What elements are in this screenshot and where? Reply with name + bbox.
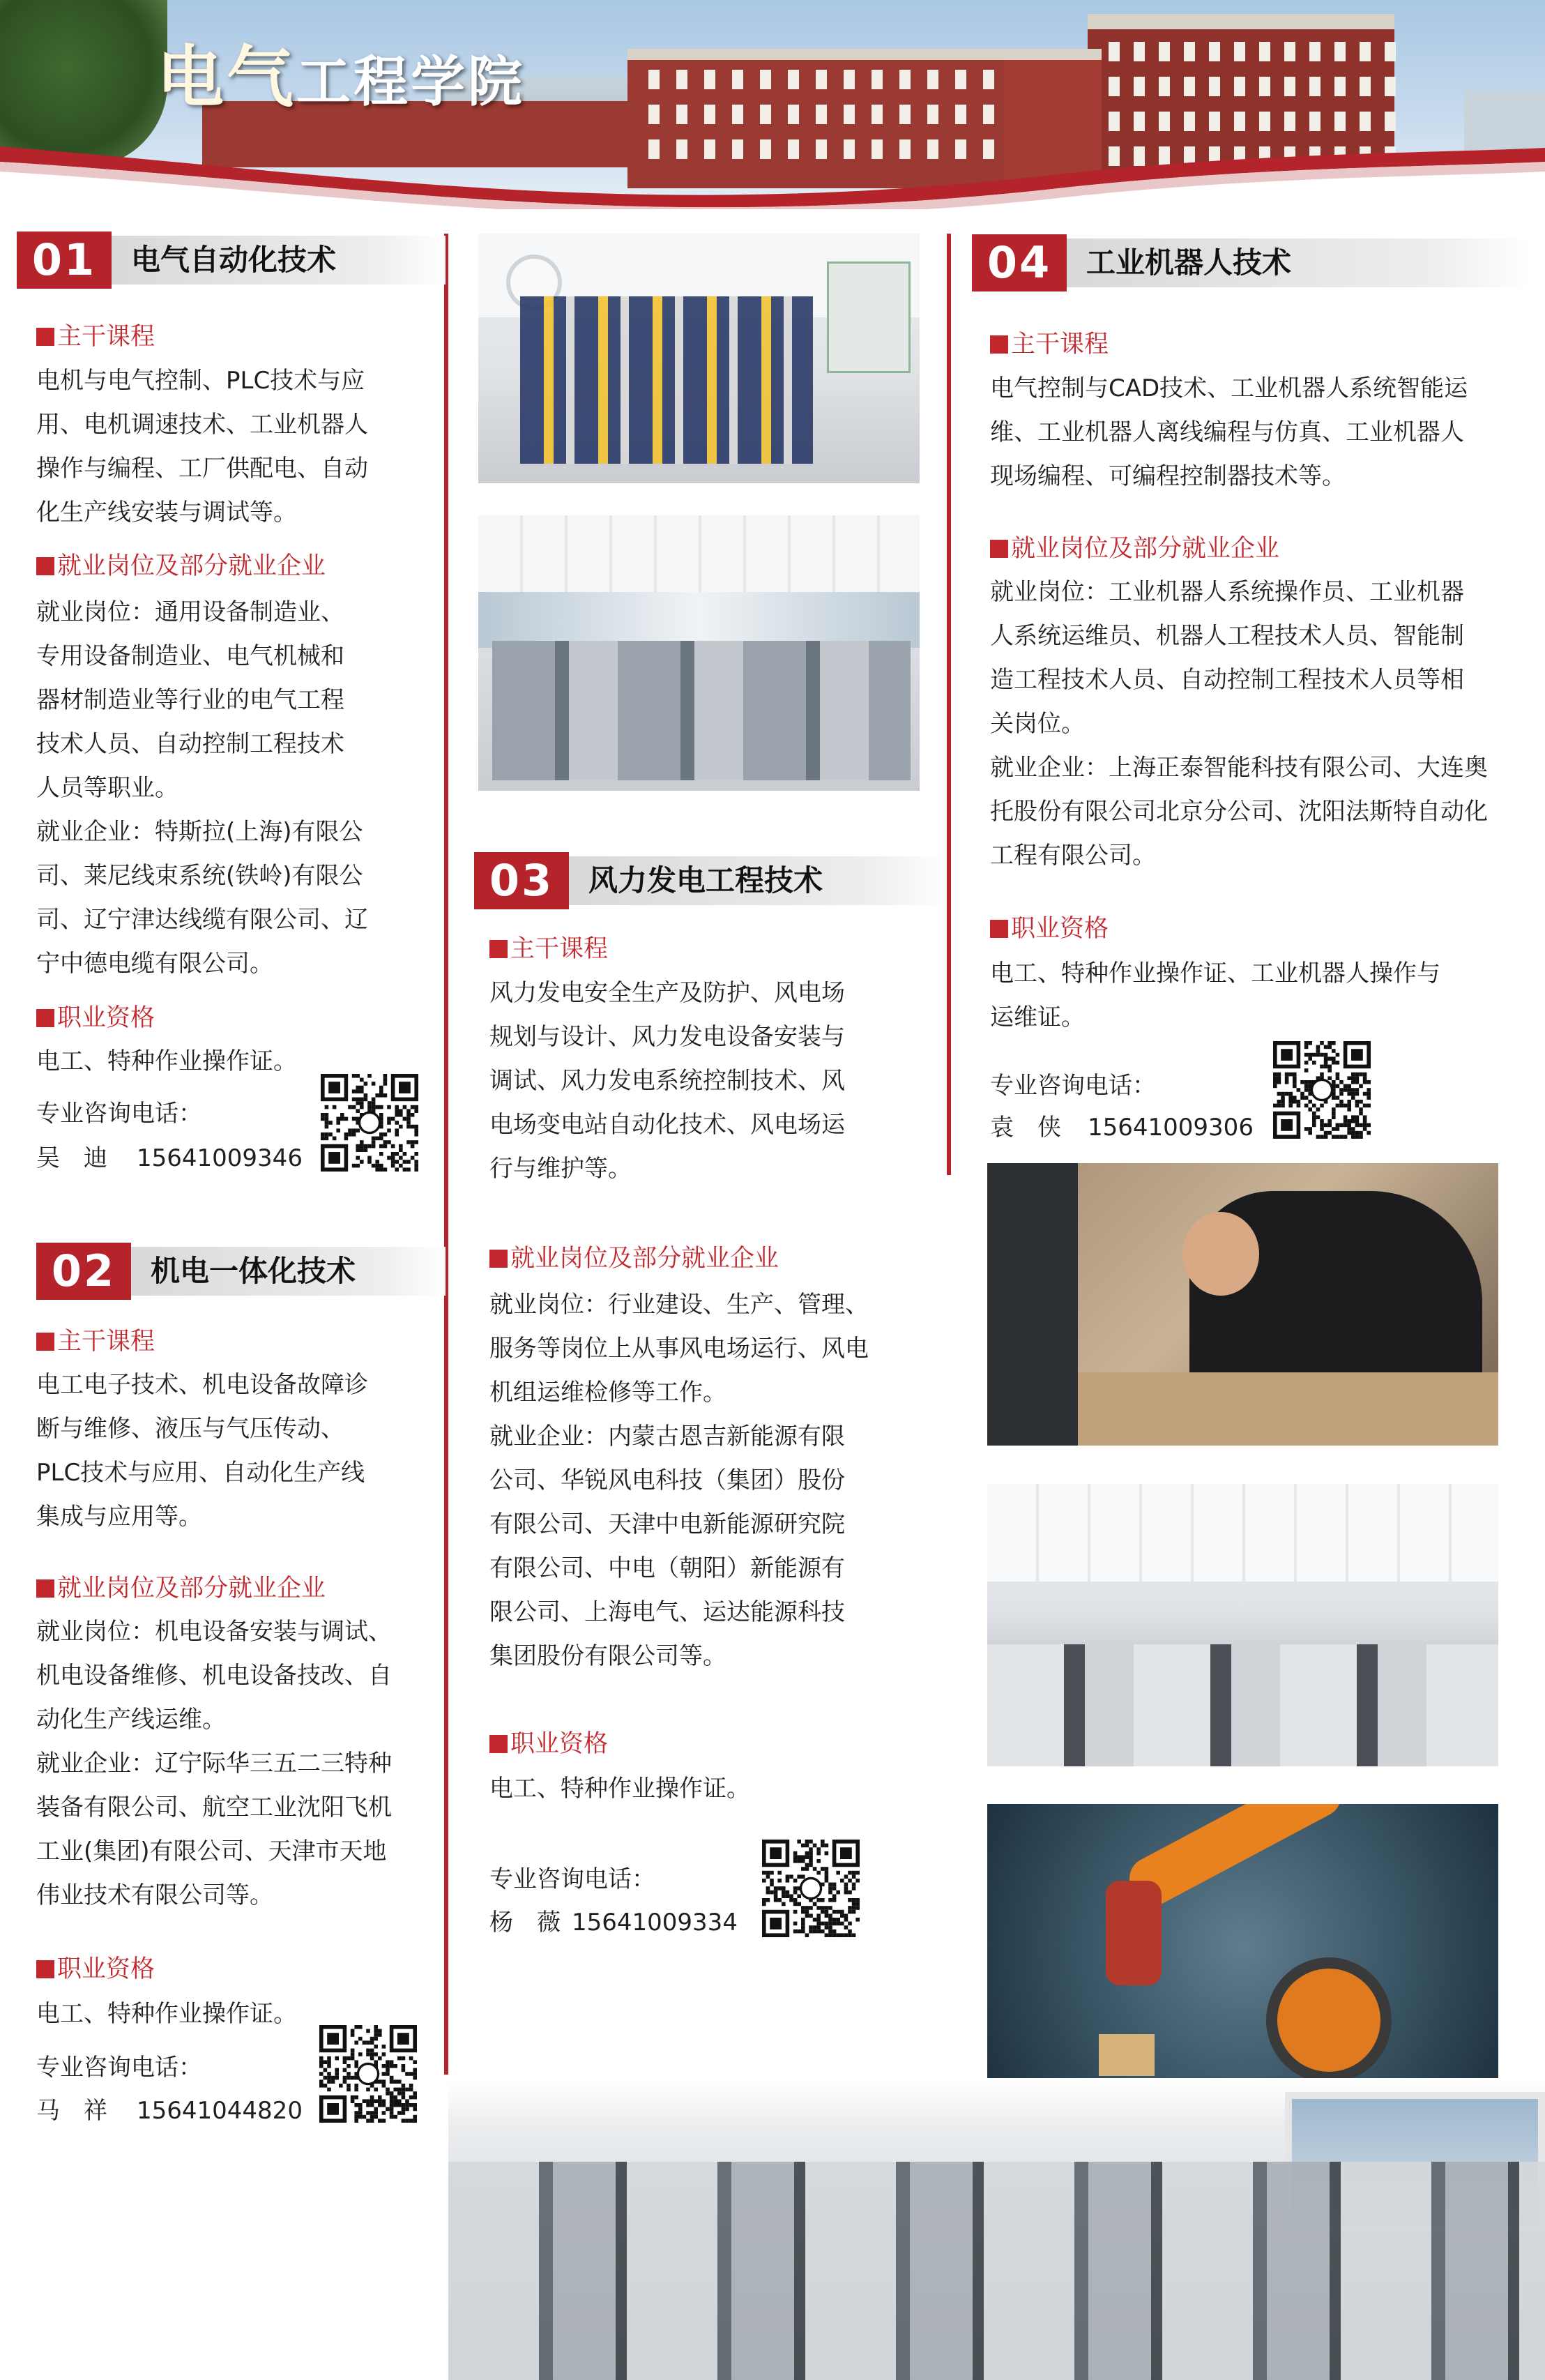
text-line: 动化生产线运维。 — [36, 1706, 226, 1734]
contact-phone: 15641044820 — [137, 2097, 303, 2125]
jobs-label — [36, 1571, 326, 1606]
cert-text: 电工、特种作业操作证。 — [36, 1047, 297, 1075]
jobs-text — [36, 1610, 427, 1918]
text-line: 伟业技术有限公司等。 — [36, 1881, 273, 1909]
contact-label: 专业咨询电话： — [489, 1865, 655, 1893]
text-line: 就业企业：内蒙古恩吉新能源有限 — [489, 1423, 845, 1450]
training-room-photo — [987, 1484, 1498, 1766]
student-working-photo — [987, 1163, 1498, 1446]
photo-box — [1099, 2034, 1155, 2076]
bullet-square — [36, 557, 54, 575]
header-wave — [0, 0, 1545, 209]
courses-label-text: 主干课程 — [510, 935, 609, 963]
cert-text: 电工、特种作业操作证。 — [36, 2000, 297, 2028]
bullet-square — [990, 335, 1008, 354]
qr-code-icon — [321, 1074, 418, 1172]
section-title: 机电一体化技术 — [151, 1254, 356, 1288]
section-title-bar — [131, 1247, 446, 1296]
section-title-bar — [112, 236, 446, 285]
text-line: 司、莱尼线束系统(铁岭)有限公 — [36, 862, 363, 890]
text-line: 人系统运维员、机器人工程技术人员、智能制 — [990, 622, 1464, 650]
photo-face — [1182, 1212, 1259, 1296]
section-title: 电气自动化技术 — [131, 243, 337, 277]
courses-label — [36, 319, 155, 354]
qr-code-icon — [762, 1840, 860, 1937]
contact-name: 杨 薇 — [489, 1909, 561, 1936]
bullet-square — [990, 540, 1008, 558]
text-line: 风力发电安全生产及防护、风电场 — [489, 979, 845, 1007]
text-line: 公司、华锐风电科技（集团）股份 — [489, 1466, 845, 1494]
title-rest: 工程学院 — [296, 50, 526, 114]
cert-label-text: 职业资格 — [510, 1730, 609, 1758]
column-divider-right — [947, 234, 951, 1175]
photo-windows — [478, 592, 920, 648]
text-line: 造工程技术人员、自动控制工程技术人员等相 — [990, 666, 1464, 694]
jobs-label-text: 就业岗位及部分就业企业 — [510, 1245, 779, 1273]
cert-label-text: 职业资格 — [57, 1004, 155, 1032]
section-title: 工业机器人技术 — [1086, 245, 1292, 280]
section-title-bar — [1067, 238, 1530, 287]
section-02-header — [36, 1243, 446, 1300]
cert-label — [489, 1727, 608, 1761]
text-line: 就业企业：特斯拉(上海)有限公 — [36, 818, 363, 846]
text-line: 电工、特种作业操作证、工业机器人操作与 — [990, 960, 1440, 987]
text-line: 机组运维检修等工作。 — [489, 1379, 726, 1407]
text-line: 集成与应用等。 — [36, 1503, 202, 1531]
robot-arm-photo — [987, 1804, 1498, 2086]
jobs-label-text: 就业岗位及部分就业企业 — [57, 552, 326, 580]
text-line: 现场编程、可编程控制器技术等。 — [990, 462, 1346, 490]
bullet-square — [36, 1579, 54, 1598]
contact-label: 专业咨询电话： — [990, 1072, 1156, 1100]
contact-name: 袁 侠 — [990, 1114, 1061, 1142]
bullet-square — [990, 920, 1008, 938]
jobs-label — [36, 549, 326, 584]
jobs-text — [489, 1283, 911, 1678]
contact-name: 马 祥 — [36, 2097, 107, 2125]
text-line: 就业企业：辽宁际华三五二三特种 — [36, 1750, 392, 1778]
text-line: 电气控制与CAD技术、工业机器人系统智能运 — [990, 374, 1468, 402]
photo-robot-base — [1266, 1957, 1392, 2083]
photo-workbenches — [448, 2162, 1545, 2380]
text-line: 就业岗位：机电设备安装与调试、 — [36, 1618, 392, 1646]
section-number: 03 — [474, 852, 569, 909]
text-line: 运维证。 — [990, 1003, 1085, 1031]
text-line: 集团股份有限公司等。 — [489, 1642, 726, 1670]
photo-cabinet — [987, 1163, 1078, 1446]
text-line: 就业岗位：行业建设、生产、管理、 — [489, 1291, 869, 1319]
cert-label-text: 职业资格 — [57, 1955, 155, 1983]
text-line: 关岗位。 — [990, 710, 1085, 738]
column-divider-left — [444, 234, 448, 2075]
courses-label-text: 主干课程 — [57, 323, 155, 351]
photo-machine — [827, 262, 911, 373]
qr-code-icon — [319, 2025, 417, 2123]
courses-label-text: 主干课程 — [57, 1328, 155, 1356]
text-line: 工程有限公司。 — [990, 842, 1156, 870]
contact-phone: 15641009346 — [137, 1144, 303, 1172]
qr-code-icon — [1273, 1041, 1371, 1139]
text-line: 电工电子技术、机电设备故障诊 — [36, 1371, 368, 1399]
text-line: 器材制造业等行业的电气工程 — [36, 686, 344, 714]
cert-label — [990, 911, 1109, 946]
cert-label — [36, 1001, 155, 1036]
text-line: 技术人员、自动控制工程技术 — [36, 730, 344, 758]
text-line: 电场变电站自动化技术、风电场运 — [489, 1111, 845, 1139]
section-number: 02 — [36, 1243, 131, 1300]
section-04-header — [972, 234, 1530, 291]
photo-stations — [987, 1644, 1498, 1766]
text-line: 化生产线安装与调试等。 — [36, 499, 297, 526]
electrical-lab-photo — [448, 2078, 1545, 2380]
photo-benches — [492, 641, 911, 780]
text-line: PLC技术与应用、自动化生产线 — [36, 1459, 365, 1487]
text-line: 托股份有限公司北京分公司、沈阳法斯特自动化 — [990, 798, 1488, 826]
contact-phone: 15641009306 — [1088, 1114, 1254, 1142]
section-01-header — [17, 232, 446, 289]
text-line: 机电设备维修、机电设备技改、自 — [36, 1662, 392, 1690]
jobs-label — [489, 1241, 779, 1276]
text-line: 调试、风力发电系统控制技术、风 — [489, 1067, 845, 1095]
courses-label — [36, 1324, 155, 1359]
cert-label-text: 职业资格 — [1011, 915, 1109, 943]
bullet-square — [36, 1960, 54, 1978]
courses-text — [990, 367, 1520, 499]
bullet-square — [489, 1735, 508, 1753]
text-line: 就业岗位：通用设备制造业、 — [36, 598, 344, 626]
lab-equipment-photo — [478, 515, 920, 791]
text-line: 用、电机调速技术、工业机器人 — [36, 411, 368, 439]
contact-phone: 15641009334 — [572, 1909, 738, 1936]
cert-label — [36, 1952, 155, 1987]
courses-label-text: 主干课程 — [1011, 331, 1109, 358]
photo-bench — [1078, 1372, 1498, 1446]
text-line: 装备有限公司、航空工业沈阳飞机 — [36, 1794, 392, 1821]
courses-label — [489, 932, 608, 967]
text-line: 有限公司、中电（朝阳）新能源有 — [489, 1554, 845, 1582]
text-line: 断与维修、液压与气压传动、 — [36, 1415, 344, 1443]
text-line: 服务等岗位上从事风电场运行、风电 — [489, 1335, 869, 1363]
bullet-square — [489, 1250, 508, 1268]
section-title-bar — [569, 856, 947, 905]
photo-ceiling — [478, 515, 920, 592]
jobs-label-text: 就业岗位及部分就业企业 — [57, 1575, 326, 1602]
photo-robot-gripper — [1106, 1881, 1162, 1985]
text-line: 人员等职业。 — [36, 774, 178, 802]
header-banner — [0, 0, 1545, 209]
text-line: 宁中德电缆有限公司。 — [36, 950, 273, 978]
bullet-square — [36, 1009, 54, 1027]
jobs-text — [36, 591, 427, 986]
text-line: 有限公司、天津中电新能源研究院 — [489, 1510, 845, 1538]
jobs-label-text: 就业岗位及部分就业企业 — [1011, 535, 1280, 563]
jobs-label — [990, 531, 1279, 566]
bullet-square — [36, 328, 54, 346]
cert-text — [990, 952, 1520, 1040]
text-line: 维、工业机器人离线编程与仿真、工业机器人 — [990, 418, 1464, 446]
courses-label — [990, 327, 1109, 362]
text-line: 操作与编程、工厂供配电、自动 — [36, 455, 368, 483]
text-line: 电机与电气控制、PLC技术与应 — [36, 367, 365, 395]
section-number: 04 — [972, 234, 1067, 291]
bullet-square — [489, 940, 508, 958]
bullet-square — [36, 1333, 54, 1351]
contact-label: 专业咨询电话： — [36, 1100, 202, 1128]
section-03-header — [474, 852, 947, 909]
contact-name: 吴 迪 — [36, 1144, 107, 1172]
text-line: 就业企业：上海正泰智能科技有限公司、大连奥 — [990, 754, 1488, 782]
courses-text — [489, 971, 911, 1191]
cert-text: 电工、特种作业操作证。 — [489, 1775, 750, 1803]
contact-label: 专业咨询电话： — [36, 2054, 202, 2082]
text-line: 工业(集团)有限公司、天津市天地 — [36, 1837, 387, 1865]
text-line: 规划与设计、风力发电设备安装与 — [489, 1023, 845, 1051]
photo-ceiling — [987, 1484, 1498, 1582]
section-number: 01 — [17, 232, 112, 289]
text-line: 就业岗位：工业机器人系统操作员、工业机器 — [990, 578, 1464, 606]
photo-people — [520, 296, 813, 464]
title-big: 电气 — [157, 38, 296, 116]
students-lab-photo — [478, 234, 920, 483]
jobs-text — [990, 570, 1520, 878]
section-title: 风力发电工程技术 — [588, 863, 823, 897]
courses-text — [36, 1363, 427, 1539]
text-line: 限公司、上海电气、运达能源科技 — [489, 1598, 845, 1626]
text-line: 行与维护等。 — [489, 1155, 632, 1183]
text-line: 专用设备制造业、电气机械和 — [36, 642, 344, 670]
courses-text — [36, 359, 427, 535]
text-line: 司、辽宁津达线缆有限公司、辽 — [36, 906, 368, 934]
